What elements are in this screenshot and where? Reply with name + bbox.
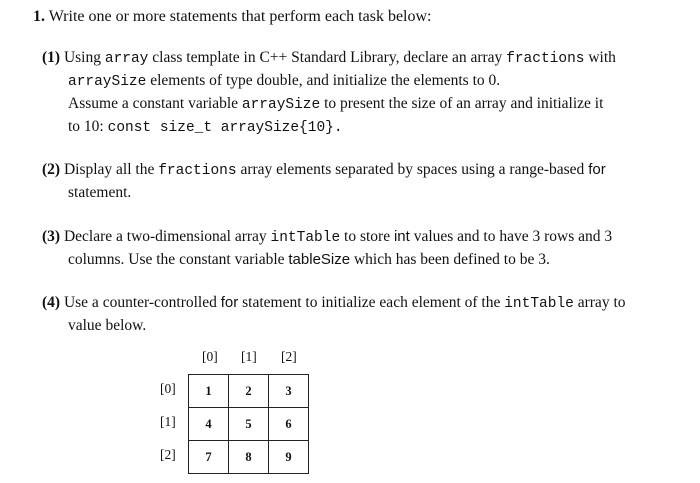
part-4-line-1 [42, 292, 626, 315]
row-label: [2] [160, 447, 176, 462]
code-arraysize: arraySize [241, 97, 321, 113]
code-arraysize: arraySize [68, 74, 147, 90]
text: Display all the [63, 161, 159, 178]
column-label: [0] [202, 349, 218, 364]
code-int: int [393, 228, 410, 245]
table-cell: 1 [189, 375, 229, 408]
text: Declare a two-dimensional array [63, 228, 271, 245]
question-heading [33, 8, 432, 26]
text: statement to initialize each element of the [238, 294, 505, 311]
table-cell: 7 [189, 441, 229, 474]
part-2-line-2 [68, 182, 131, 204]
code-inttable: intTable [504, 296, 574, 312]
code-for: for [588, 161, 606, 178]
part-1-line-3 [68, 93, 603, 116]
text: values and to have 3 rows and 3 [409, 228, 613, 245]
table-cell: 5 [229, 408, 269, 441]
code-inttable: intTable [270, 230, 341, 246]
table-cell: 4 [189, 408, 229, 441]
part-2-line-1 [42, 159, 606, 182]
text: elements of type double, and initialize the elements to 0. [146, 72, 501, 89]
row-label: [1] [160, 414, 176, 429]
column-label: [2] [281, 349, 297, 364]
text: which has been defined to be 3. [350, 251, 550, 268]
question-number: 1. [33, 8, 45, 25]
part-4-label: (4) [42, 294, 61, 311]
table-row [189, 408, 309, 441]
table-cell: 2 [229, 375, 269, 408]
text: array to [573, 294, 626, 311]
text: array elements separated by spaces using a range-based [236, 161, 589, 178]
part-3-line-2 [68, 249, 550, 271]
part-1-line-4 [68, 116, 343, 139]
row-label: [0] [160, 381, 176, 396]
part-3-line-1 [42, 226, 612, 249]
column-labels [188, 349, 308, 369]
table-cell: 9 [269, 441, 309, 474]
table-cell: 3 [269, 375, 309, 408]
part-4-line-2 [68, 315, 146, 337]
text: class template in C++ Standard Library, declare an array [148, 49, 507, 66]
part-1-line-2 [68, 70, 500, 93]
int-table-grid [188, 374, 309, 474]
part-2-label: (2) [42, 161, 61, 178]
part-3-label: (3) [42, 228, 61, 245]
text: with [584, 49, 616, 66]
table-cell: 8 [229, 441, 269, 474]
part-1-label: (1) [42, 49, 61, 66]
code-fractions: fractions [158, 163, 237, 179]
table-row [189, 375, 309, 408]
text: Use a counter-controlled [63, 294, 221, 311]
code-fractions: fractions [506, 51, 585, 67]
text: statement. [68, 184, 132, 201]
code-for: for [220, 294, 239, 311]
table-cell: 6 [269, 408, 309, 441]
text: to store [340, 228, 394, 245]
part-1-line-1 [42, 47, 616, 70]
code-tablesize: tableSize [288, 251, 351, 268]
table-row [189, 441, 309, 474]
question-title: Write one or more statements that perform each task below: [48, 8, 432, 25]
code-array: array [104, 51, 149, 67]
text: to present the size of an array and initialize it [320, 95, 604, 112]
text: columns. Use the constant variable [68, 251, 289, 268]
text: to 10: [68, 118, 108, 135]
text: Using [63, 49, 105, 66]
code-const-decl: const size_t arraySize{10}. [107, 120, 343, 136]
text: value below. [68, 317, 147, 334]
column-label: [1] [241, 349, 257, 364]
text: Assume a constant variable [68, 95, 242, 112]
